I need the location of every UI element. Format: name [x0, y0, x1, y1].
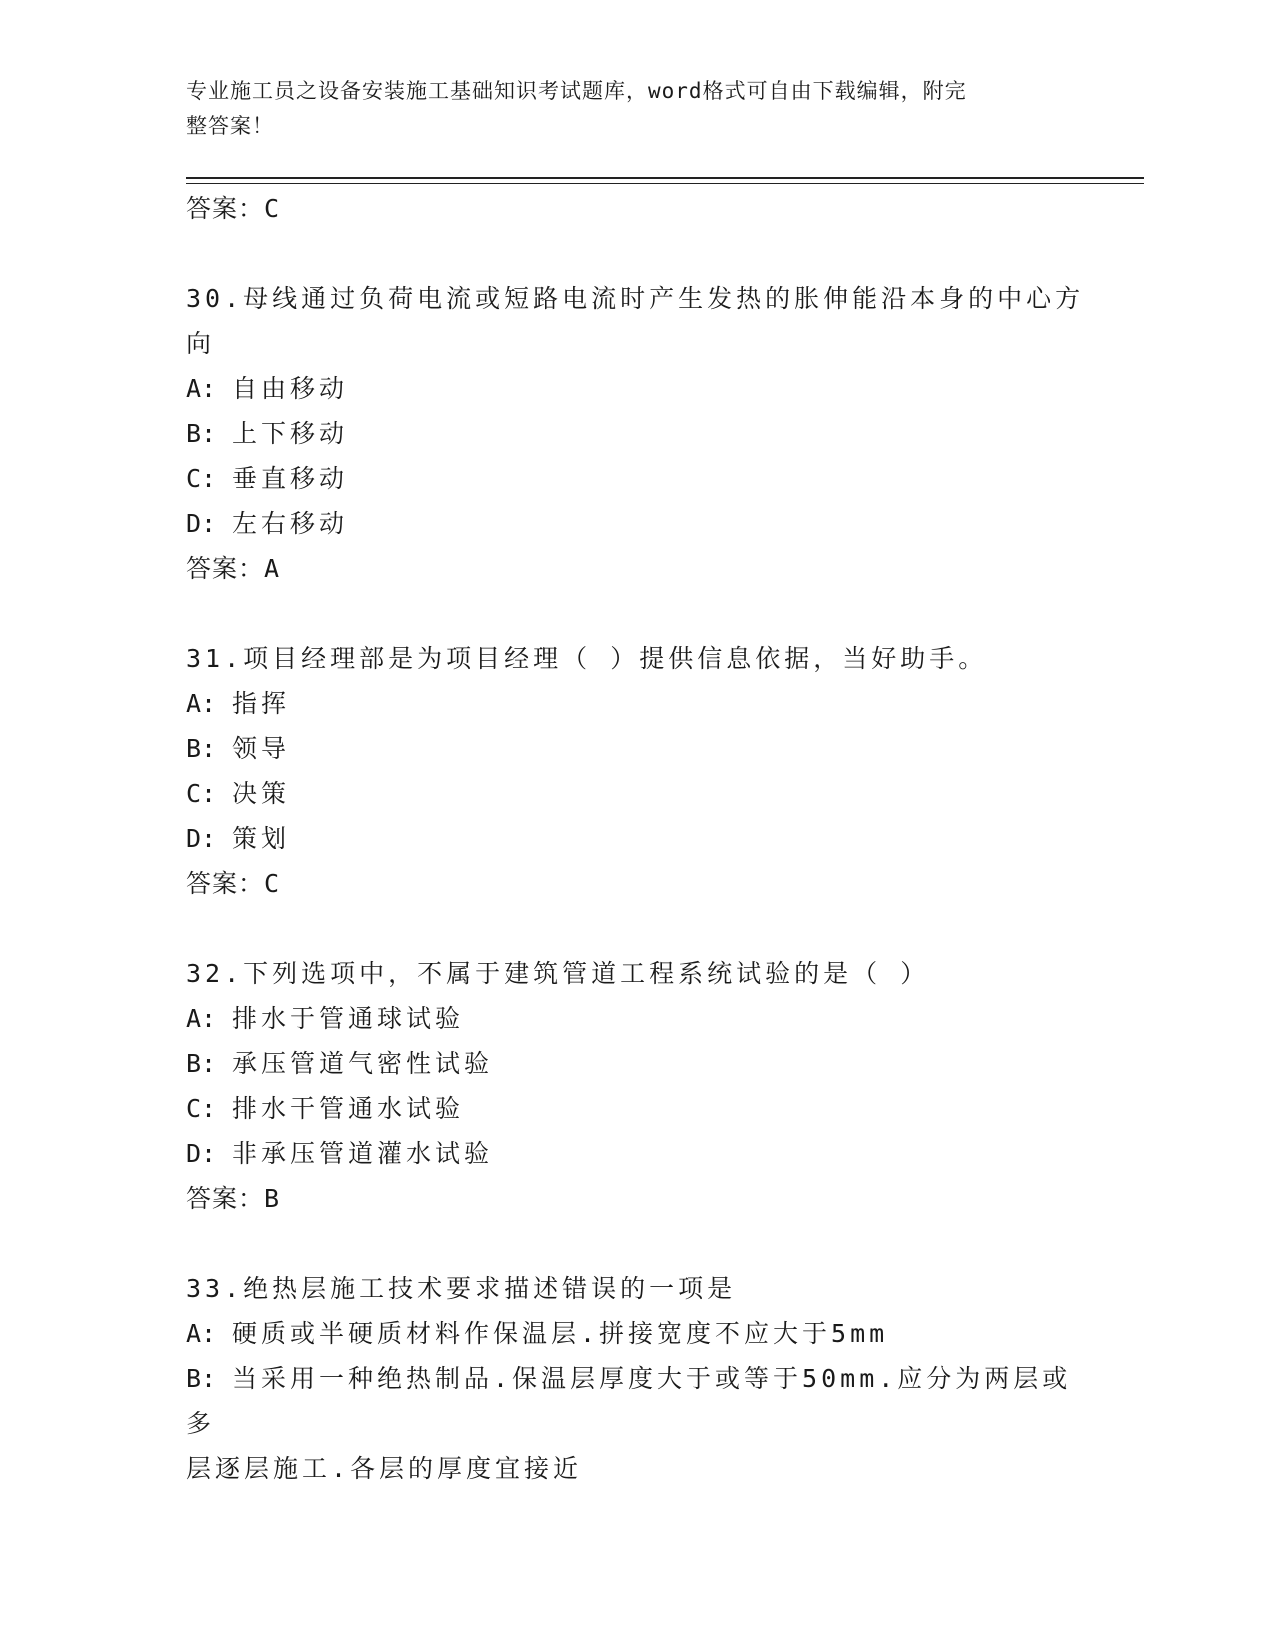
- option-text: 排水干管通水试验: [232, 1094, 465, 1123]
- option-text: 策划: [232, 824, 291, 853]
- option-text: 上下移动: [232, 419, 349, 448]
- option-text: 排水于管通球试验: [232, 1004, 465, 1033]
- spacer: [186, 231, 1086, 276]
- question-list: [186, 186, 1086, 1491]
- option-b-continued: 层逐层施工.各层的厚度宜接近: [186, 1454, 583, 1483]
- option-b: [186, 726, 1086, 771]
- answer-value: C: [264, 194, 281, 223]
- option-text: 垂直移动: [232, 464, 349, 493]
- option-key: B:: [186, 1049, 217, 1078]
- answer-label: 答案：: [186, 194, 265, 223]
- question-title: 30.母线通过负荷电流或短路电流时产生发热的胀伸能沿本身的中心方: [186, 284, 1085, 313]
- answer-label: 答案：: [186, 554, 265, 583]
- option-b: [186, 411, 1086, 456]
- answer-value: A: [264, 554, 281, 583]
- question-title: 32.下列选项中，不属于建筑管道工程系统试验的是（ ）: [186, 959, 930, 988]
- spacer: [186, 591, 1086, 636]
- option-text: 硬质或半硬质材料作保温层.拼接宽度不应大于5mm: [232, 1319, 889, 1348]
- option-text: 当采用一种绝热制品.保温层厚度大于或等于50mm.应分为两层或多: [186, 1364, 1072, 1438]
- answer-line: [186, 861, 1086, 906]
- option-key: B:: [186, 734, 217, 763]
- header-rule-thick: [186, 177, 1144, 179]
- option-text: 自由移动: [232, 374, 349, 403]
- option-text: 指挥: [232, 689, 291, 718]
- option-key: A:: [186, 374, 217, 403]
- option-key: A:: [186, 689, 217, 718]
- spacer: [186, 1221, 1086, 1266]
- option-text: 领导: [232, 734, 291, 763]
- option-key: D:: [186, 509, 217, 538]
- option-a: [186, 1311, 1086, 1356]
- option-c: [186, 456, 1086, 501]
- question-block: [186, 1266, 1086, 1491]
- option-key: B:: [186, 419, 217, 448]
- option-text: 左右移动: [232, 509, 349, 538]
- question-title-continued: 向: [186, 329, 216, 358]
- option-key: A:: [186, 1319, 217, 1348]
- option-b: [186, 1356, 1086, 1446]
- option-d: [186, 816, 1086, 861]
- question-title: 33.绝热层施工技术要求描述错误的一项是: [186, 1274, 737, 1303]
- option-c: [186, 1086, 1086, 1131]
- option-c: [186, 771, 1086, 816]
- answer-line: [186, 1176, 1086, 1221]
- option-d: [186, 1131, 1086, 1176]
- option-text: 承压管道气密性试验: [232, 1049, 494, 1078]
- answer-value: B: [264, 1184, 281, 1213]
- spacer: [186, 906, 1086, 951]
- document-header: [186, 74, 1066, 144]
- option-key: C:: [186, 779, 217, 808]
- option-b: [186, 1041, 1086, 1086]
- option-key: B:: [186, 1364, 217, 1393]
- header-line-1: 专业施工员之设备安装施工基础知识考试题库，word格式可自由下载编辑，附完: [186, 79, 967, 103]
- question-block: [186, 636, 1086, 906]
- answer-value: C: [264, 869, 281, 898]
- answer-line: [186, 546, 1086, 591]
- option-text: 非承压管道灌水试验: [232, 1139, 494, 1168]
- option-key: C:: [186, 1094, 217, 1123]
- option-a: [186, 681, 1086, 726]
- option-d: [186, 501, 1086, 546]
- option-key: A:: [186, 1004, 217, 1033]
- option-a: [186, 366, 1086, 411]
- header-rule-thin: [186, 183, 1144, 184]
- option-a: [186, 996, 1086, 1041]
- option-key: D:: [186, 824, 217, 853]
- header-line-2: 整答案！: [186, 114, 274, 138]
- answer-label: 答案：: [186, 1184, 265, 1213]
- question-block: [186, 276, 1086, 591]
- option-key: D:: [186, 1139, 217, 1168]
- question-block: [186, 951, 1086, 1221]
- option-text: 决策: [232, 779, 291, 808]
- answer-label: 答案：: [186, 869, 265, 898]
- option-key: C:: [186, 464, 217, 493]
- answer-line: [186, 186, 1086, 231]
- question-title: 31.项目经理部是为项目经理（ ）提供信息依据，当好助手。: [186, 644, 988, 673]
